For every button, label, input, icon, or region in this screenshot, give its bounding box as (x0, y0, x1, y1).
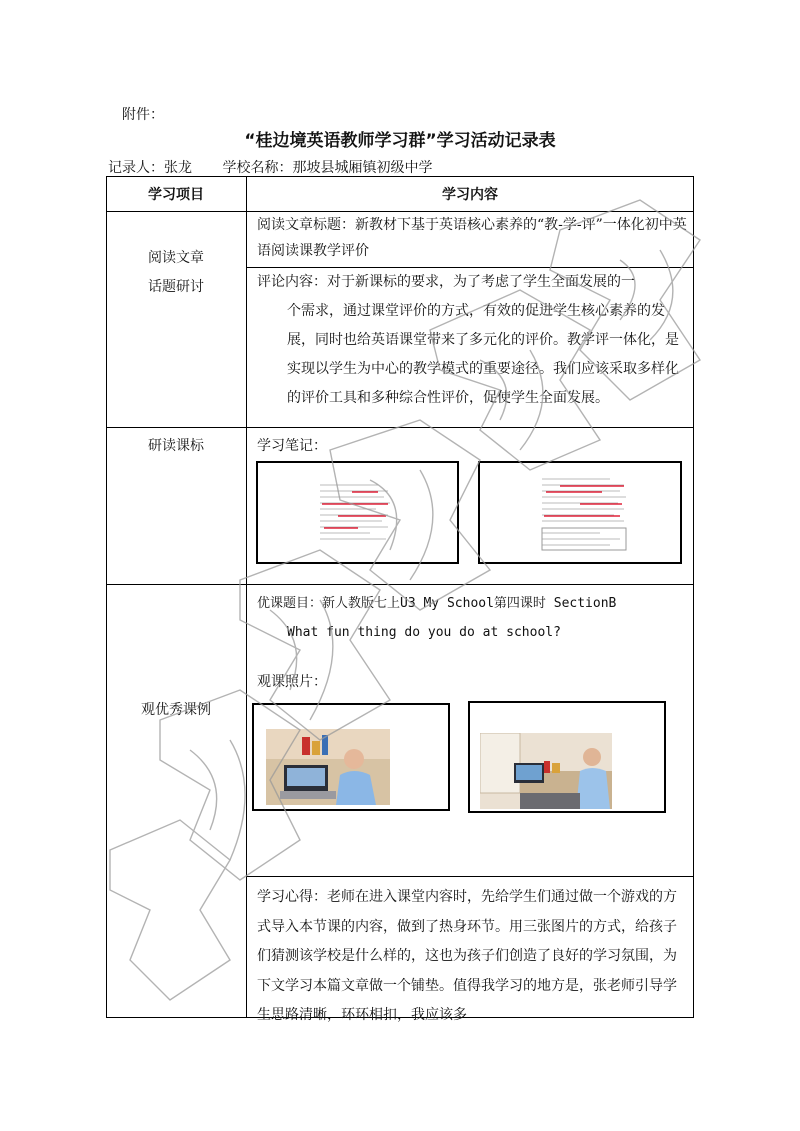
photo-content (480, 733, 612, 809)
lesson-photo-2 (468, 701, 666, 813)
school-name: 学校名称：那坡县城厢镇初级中学 (222, 160, 433, 176)
row-label-line: 话题研讨 (148, 279, 204, 295)
photos-label: 观课照片： (257, 674, 327, 690)
document-thumbnail (540, 473, 630, 555)
lesson-photo-1 (252, 703, 450, 811)
row-label-standards: 研读课标 (148, 438, 204, 454)
notes-label: 学习笔记： (257, 438, 327, 454)
teacher-photo-icon (266, 729, 390, 805)
comment-body: 个需求，通过课堂评价的方式，有效的促进学生核心素养的发展，同时也给英语课堂带来了多元化的评价。教学评一体化，是实现以学生为中心的教学模式的重要途径。我们应该采取多样化的评价工具和多种综合性评价，促使学生全面发展。 (287, 303, 679, 406)
notes-image-1 (256, 461, 459, 564)
header-item: 学习项目 (148, 187, 204, 203)
row-label-line: 阅读文章 (148, 250, 204, 266)
article-title: 阅读文章标题：新教材下基于英语核心素养的“教-学-评”一体化初中英语阅读课教学评价 (257, 217, 687, 259)
header-content: 学习内容 (442, 187, 498, 203)
row-divider (246, 876, 694, 877)
record-meta (108, 157, 458, 177)
teacher-photo-icon (480, 733, 612, 809)
document-thumbnail-icon (318, 479, 398, 549)
lesson-title (257, 589, 689, 647)
notes-image-2 (478, 461, 682, 564)
attachment-label: 附件： (122, 107, 164, 123)
document-thumbnail-icon (540, 473, 630, 555)
row-divider (106, 584, 694, 585)
page-title: “桂边境英语教师学习群”学习活动记录表 (244, 131, 556, 151)
recorder: 记录人：张龙 (108, 160, 192, 176)
comment (257, 268, 689, 413)
photo-content (266, 729, 390, 805)
column-divider (246, 176, 247, 1018)
row-label-lesson: 观优秀课例 (141, 702, 211, 718)
row-label-reading (107, 244, 245, 302)
lesson-title-text: 优课题目：新人教版七上U3 My School第四课时 SectionB (257, 596, 617, 611)
document-thumbnail (318, 479, 398, 549)
lesson-subtitle: What fun thing do you do at school? (287, 625, 561, 640)
comment-first-line: 评论内容：对于新课标的要求，为了考虑了学生全面发展的一 (257, 274, 635, 290)
reflection: 学习心得：老师在进入课堂内容时，先给学生们通过做一个游戏的方式导入本节课的内容，做到了热身环节。用三张图片的方式，给孩子们猜测该学校是什么样的，这也为孩子们创造了良好的学习氛围，为下文学习本篇文章做一个铺垫。值得我学习的地方是，张老师引导学生思路清晰，环环相扣，我应该多 (257, 889, 677, 1023)
row-divider (106, 427, 694, 428)
